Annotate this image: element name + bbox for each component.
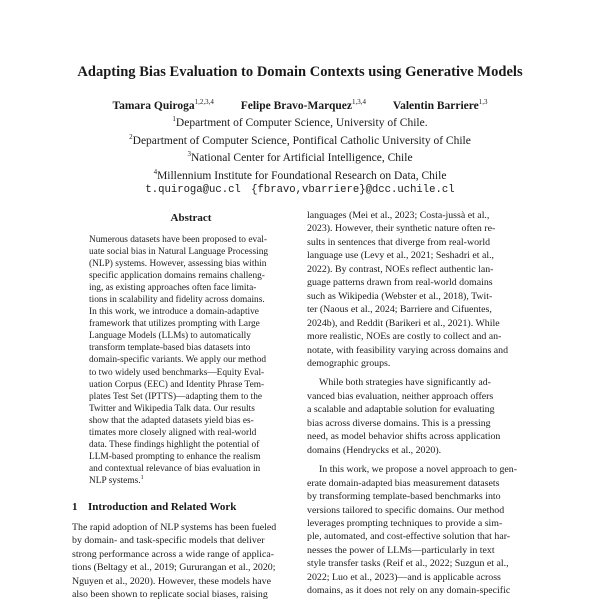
body-line: also been shown to replicate social biases, raising bbox=[72, 589, 268, 601]
body-line: a scalable and adaptable solution for evaluating bbox=[307, 404, 495, 416]
abstract-line: (NLP) systems. However, assessing bias within bbox=[89, 259, 267, 270]
right-column-text bbox=[307, 209, 545, 598]
paragraph bbox=[307, 376, 545, 457]
abstract-body bbox=[89, 234, 297, 487]
body-line: leverages prompting techniques to provide a sim- bbox=[307, 517, 503, 529]
author-affil-marks: 1,3,4 bbox=[351, 98, 366, 106]
body-line: nesses the power of LLMs—particularly in text bbox=[307, 544, 495, 556]
affiliation bbox=[0, 113, 600, 131]
affiliation-text: Millennium Institute for Foundational Research on Data, Chile bbox=[157, 170, 447, 183]
abstract-heading: Abstract bbox=[170, 212, 212, 224]
abstract-line: transform template-based bias datasets into bbox=[89, 343, 251, 354]
body-line: In this work, we propose a novel approach to gen- bbox=[319, 464, 517, 476]
body-line: The rapid adoption of NLP systems has been fueled bbox=[72, 521, 277, 533]
body-line: vanced bias evaluation, neither approach offers bbox=[307, 390, 494, 402]
abstract-line: Twitter and Wikipedia Talk data. Our results bbox=[89, 403, 255, 414]
abstract-line: tions in scalability and fidelity across domains. bbox=[89, 295, 265, 306]
affiliation bbox=[0, 131, 600, 149]
body-line: 2024b), and Reddit (Barikeri et al., 2021). While bbox=[307, 317, 500, 329]
author-name: Felipe Bravo-Marquez bbox=[240, 99, 352, 112]
abstract-line: LLM-based prompting to enhance the realism bbox=[89, 451, 261, 462]
abstract-line: Language Models (LLMs) to automatically bbox=[89, 331, 251, 342]
abstract-line: framework that utilizes prompting with Large bbox=[89, 319, 260, 330]
abstract-line: uate social bias in Natural Language Processing bbox=[89, 247, 269, 258]
affiliation-mark: 2 bbox=[129, 132, 133, 141]
affiliation bbox=[0, 166, 600, 184]
affiliation-text: Department of Computer Science, University of Chile. bbox=[175, 116, 428, 129]
body-line: by domain- and task-specific models that deliver bbox=[72, 535, 265, 547]
left-column bbox=[72, 212, 310, 602]
body-line: While both strategies have significantly ad- bbox=[319, 377, 491, 389]
body-line: demographic groups. bbox=[307, 357, 391, 369]
body-line: Nguyen et al., 2020). However, these models have bbox=[72, 575, 271, 587]
paragraph bbox=[307, 463, 545, 598]
affiliation-mark: 4 bbox=[153, 168, 158, 177]
body-line: 2022). By contrast, NOEs reflect authentic lan- bbox=[307, 263, 494, 275]
affiliation-mark: 3 bbox=[187, 150, 191, 159]
author-1 bbox=[112, 98, 213, 112]
body-line: guage patterns drawn from real-world domains bbox=[307, 277, 493, 289]
body-line: bias across diverse domains. This is a pressing bbox=[307, 417, 491, 429]
body-line: need, as model behavior shifts across application bbox=[307, 431, 501, 443]
abstract-line: plates Test Set (IPTTS)—adapting them to the bbox=[89, 391, 263, 402]
affiliation-text: National Center for Artificial Intelligence, Chile bbox=[190, 152, 413, 165]
abstract-line bbox=[89, 475, 297, 487]
section-title: Introduction and Related Work bbox=[88, 500, 237, 513]
body-line: language use (Levy et al., 2021; Seshadri et al., bbox=[307, 250, 495, 262]
body-line: by transforming template-based benchmarks into bbox=[307, 491, 501, 503]
abstract-line: to two widely used benchmarks—Equity Eval- bbox=[89, 367, 265, 378]
footnote-mark[interactable]: 1 bbox=[140, 474, 144, 481]
paper-title: Adapting Bias Evaluation to Domain Contexts using Generative Models bbox=[77, 64, 523, 80]
body-line: tions (Beltagy et al., 2019; Gururangan et al., 2020; bbox=[72, 562, 276, 574]
body-line: domains, as it does not rely on any domain-specific bbox=[307, 585, 511, 597]
author-2 bbox=[241, 98, 366, 112]
author-emails[interactable]: t.quiroga@uc.cl {fbravo,vbarriere}@dcc.uchile.cl bbox=[145, 183, 455, 196]
body-line: versions tailored to specific domains. Our method bbox=[307, 504, 505, 516]
author-3 bbox=[393, 98, 488, 112]
body-line: 2022; Luo et al., 2023)—and is applicable across bbox=[307, 571, 501, 583]
affiliation-mark: 1 bbox=[172, 115, 176, 123]
body-line: 2023). However, their synthetic nature often re- bbox=[307, 223, 496, 235]
body-line: strong performance across a wide range of applica- bbox=[72, 548, 275, 560]
body-line: such as Wikipedia (Webster et al., 2018), Twit- bbox=[307, 290, 493, 302]
body-line: notate, with feasibility varying across domains and bbox=[307, 344, 509, 356]
intro-paragraph bbox=[72, 521, 310, 602]
abstract-line: Numerous datasets have been proposed to eval- bbox=[89, 235, 267, 245]
affiliation-text: Department of Computer Science, Pontifical Catholic University of Chile bbox=[132, 134, 471, 147]
author-affil-marks: 1,3 bbox=[478, 98, 488, 106]
author-affil-marks: 1,2,3,4 bbox=[194, 98, 214, 106]
abstract-line: ing, as existing approaches often face limita- bbox=[89, 283, 257, 294]
section-number: 1 bbox=[72, 500, 78, 513]
body-line: sults in sentences that diverge from real-world bbox=[307, 236, 491, 248]
body-line: languages (Mei et al., 2023; Costa-jussà et al., bbox=[307, 210, 490, 221]
abstract-line: timates more closely aligned with real-world bbox=[89, 427, 257, 438]
author-name: Tamara Quiroga bbox=[112, 99, 195, 112]
body-line: erate domain-adapted bias measurement datasets bbox=[307, 477, 500, 489]
affiliation-list bbox=[0, 113, 600, 198]
abstract-line: and contextual relevance of bias evaluation in bbox=[89, 463, 261, 474]
abstract-line: In this work, we introduce a domain-adaptive bbox=[89, 307, 259, 318]
right-column bbox=[307, 212, 545, 598]
body-line: domains (Hendrycks et al., 2020). bbox=[307, 444, 442, 456]
body-line: ple, automated, and cost-effective solution that har- bbox=[307, 531, 511, 543]
paragraph-continued bbox=[307, 209, 545, 370]
affiliation bbox=[0, 148, 600, 166]
author-name: Valentin Barriere bbox=[392, 99, 479, 112]
abstract-line: domain-specific variants. We apply our method bbox=[89, 355, 267, 366]
body-line: style transfer tasks (Reif et al., 2022; Suzgun et al., bbox=[307, 558, 509, 570]
body-line: ter (Naous et al., 2024; Barriere and Cifuentes, bbox=[307, 304, 492, 316]
abstract-line: show that the adapted datasets yield bias es- bbox=[89, 415, 254, 426]
abstract-line: uation Corpus (EEC) and Identity Phrase Tem- bbox=[89, 379, 265, 390]
author-list bbox=[0, 98, 600, 112]
body-line: more realistic, NOEs are costly to collect and an- bbox=[307, 331, 502, 343]
abstract-line-text: NLP systems. bbox=[89, 475, 141, 486]
section-heading bbox=[72, 501, 310, 513]
abstract-line: specific application domains remains challeng- bbox=[89, 271, 265, 282]
abstract-line: data. These findings highlight the potential of bbox=[89, 439, 260, 450]
